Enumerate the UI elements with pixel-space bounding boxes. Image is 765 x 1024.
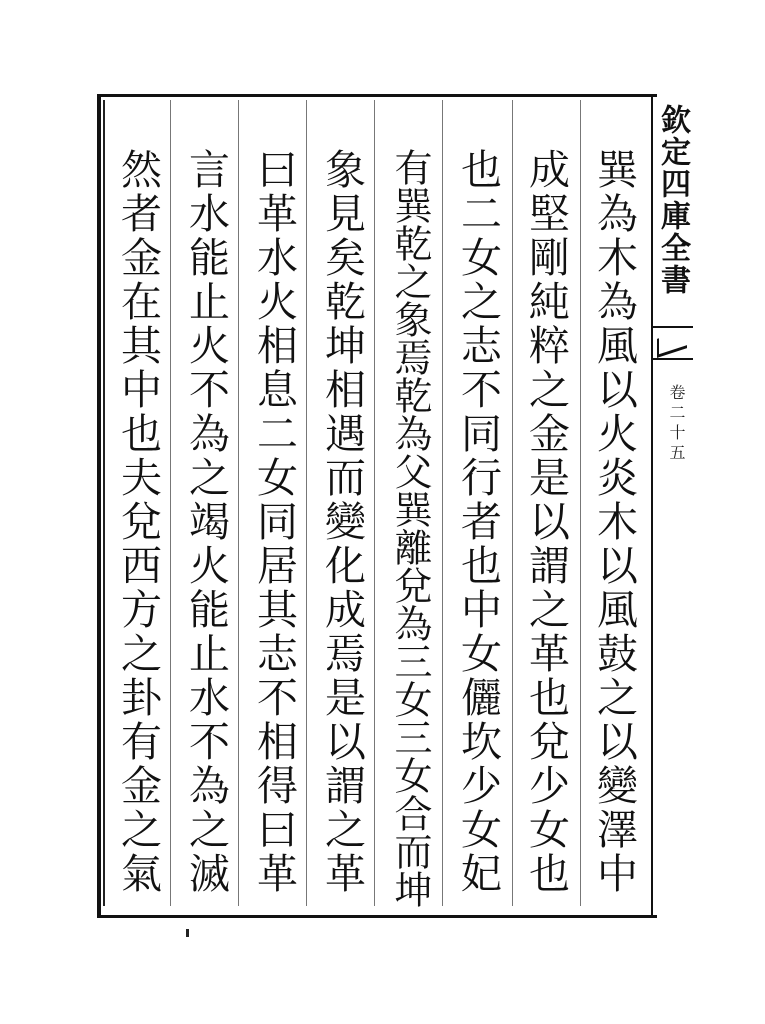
column-rule xyxy=(512,100,513,906)
book-title: 欽定四庫全書 xyxy=(655,104,690,296)
ink-speck xyxy=(186,929,189,937)
column-rule xyxy=(238,100,239,906)
column-rule xyxy=(374,100,375,906)
text-column-3: 也二女之志不同行者也中女儷坎少女妃 xyxy=(454,148,502,896)
column-rule xyxy=(580,100,581,906)
inner-border-line xyxy=(103,100,105,906)
banxin-margin xyxy=(653,94,693,918)
volume-number: 卷二十五 xyxy=(667,384,686,464)
column-rule xyxy=(442,100,443,906)
text-column-1: 巽為木為風以火炎木以風鼓之以變澤中 xyxy=(590,148,638,896)
text-column-6: 曰革水火相息二女同居其志不相得曰革 xyxy=(250,148,298,896)
fish-tail-mark xyxy=(653,326,693,360)
text-column-2: 成堅剛純粹之金是以謂之革也兌少女也 xyxy=(522,148,570,896)
text-column-7: 言水能止火不為之竭火能止水不為之滅 xyxy=(182,148,230,896)
text-column-8: 然者金在其中也夫兌西方之卦有金之氣 xyxy=(114,148,162,896)
text-column-4: 有巽乾之象焉乾為父巽離兌為三女三女合而坤 xyxy=(388,148,432,908)
text-column-5: 象見矣乾坤相遇而變化成焉是以謂之革 xyxy=(318,148,366,896)
column-rule xyxy=(306,100,307,906)
column-rule xyxy=(170,100,171,906)
